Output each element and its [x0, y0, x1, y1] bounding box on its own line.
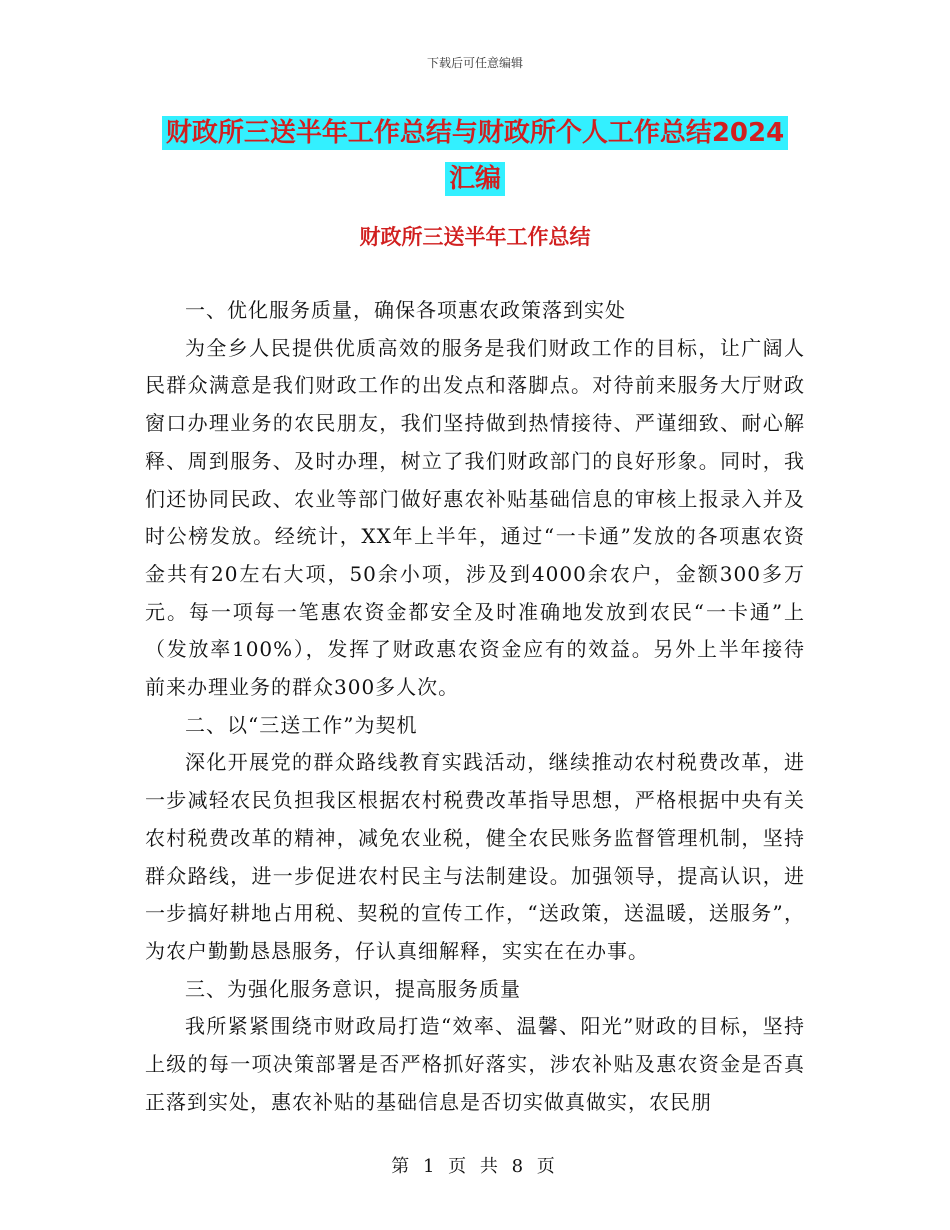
title-line-1: 财政所三送半年工作总结与财政所个人工作总结2024	[162, 116, 788, 150]
heading-1: 一、优化服务质量，确保各项惠农政策落到实处	[185, 298, 626, 322]
section-title: 财政所三送半年工作总结	[359, 225, 591, 249]
document-title	[0, 110, 950, 202]
title-line-2: 汇编	[445, 162, 505, 196]
paragraph: 为全乡人民提供优质高效的服务是我们财政工作的目标，让广阔人民群众满意是我们财政工作的出发点和落脚点。对待前来服务大厅财政窗口办理业务的农民朋友，我们坚持做到热情接待、严谨细致、耐心解释、周到服务、及时办理，树立了我们财政部门的良好形象。同时，我们还协同民政、农业等部门做好惠农补贴基础信息的审核上报录入并及时公榜发放。经统计，XX年上半年，通过“一卡通”发放的各项惠农资金共有20左右大项，50余小项，涉及到4000余农户，金额300多万元。每一项每一笔惠农资金都安全及时准确地发放到农民“一卡通”上（发放率100%），发挥了财政惠农资金应有的效益。另外上半年接待前来办理业务的群众300多人次。	[145, 335, 805, 700]
heading-2: 二、以“三送工作”为契机	[185, 712, 418, 737]
page-header-note: 下载后可任意编辑	[426, 56, 523, 70]
heading-3: 三、为强化服务意识，提高服务质量	[185, 976, 521, 1001]
page-number: 第 1 页 共 8 页	[391, 1156, 559, 1177]
paragraph: 深化开展党的群众路线教育实践活动，继续推动农村税费改革，进一步减轻农民负担我区根据农村税费改革指导思想，严格根据中央有关农村税费改革的精神，减免农业税，健全农民账务监督管理机制，坚持群众路线，进一步促进农村民主与法制建设。加强领导，提高认识，进一步搞好耕地占用税、契税的宣传工作，“送政策，送温暖，送服务”，为农户勤勤恳恳服务，仔认真细解释，实实在在办事。	[145, 750, 805, 963]
document-body	[145, 292, 805, 1121]
paragraph: 我所紧紧围绕市财政局打造“效率、温馨、阳光”财政的目标，坚持上级的每一项决策部署是否严格抓好落实，涉农补贴及惠农资金是否真正落到实处，惠农补贴的基础信息是否切实做真做实，农民朋	[145, 1014, 805, 1114]
